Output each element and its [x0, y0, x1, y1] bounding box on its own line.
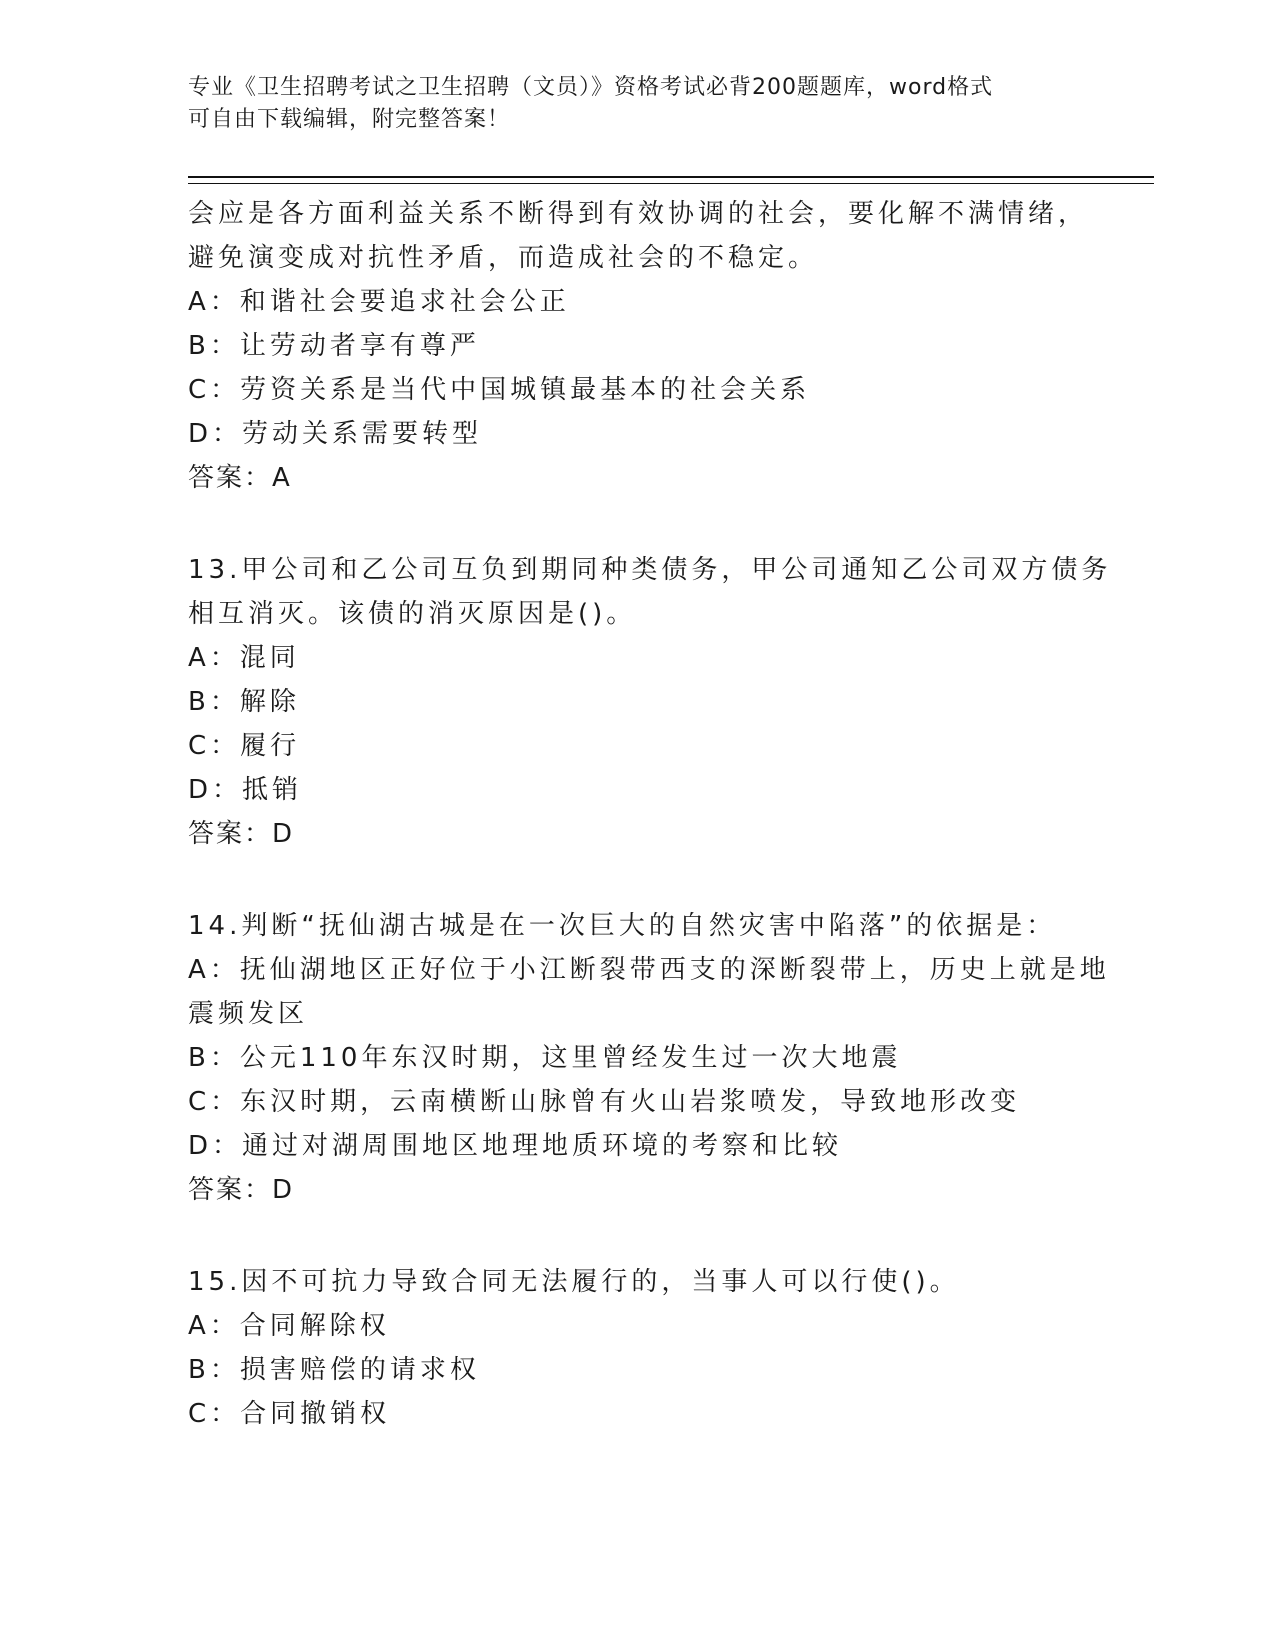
- option-b: B：损害赔偿的请求权: [188, 1355, 480, 1385]
- option-d: D：劳动关系需要转型: [188, 419, 483, 449]
- option-a: A：和谐社会要追求社会公正: [188, 287, 570, 317]
- question-12-tail: [188, 192, 1088, 500]
- answer: 答案：A: [188, 463, 292, 493]
- question-text: 13.甲公司和乙公司互负到期同种类债务，甲公司通知乙公司双方债务: [188, 555, 1112, 585]
- question-text: 会应是各方面利益关系不断得到有效协调的社会，要化解不满情绪，: [188, 199, 1089, 229]
- answer: 答案：D: [188, 819, 295, 849]
- question-14: [188, 904, 1110, 1212]
- question-text: 14.判断“抚仙湖古城是在一次巨大的自然灾害中陷落”的依据是：: [188, 911, 1057, 941]
- option-b: B：公元110年东汉时期，这里曾经发生过一次大地震: [188, 1043, 902, 1073]
- option-b: B：解除: [188, 687, 300, 717]
- option-a: A：抚仙湖地区正好位于小江断裂带西支的深断裂带上，历史上就是地: [188, 955, 1110, 985]
- option-d: D：通过对湖周围地区地理地质环境的考察和比较: [188, 1131, 843, 1161]
- option-a-continued: 震频发区: [188, 999, 309, 1029]
- answer: 答案：D: [188, 1175, 295, 1205]
- question-text: 避免演变成对抗性矛盾，而造成社会的不稳定。: [188, 243, 819, 273]
- option-c: C：履行: [188, 731, 301, 761]
- question-list: [188, 192, 1112, 1436]
- question-13: [188, 548, 1112, 856]
- option-a: A：合同解除权: [188, 1311, 390, 1341]
- header-line-1: 专业《卫生招聘考试之卫生招聘（文员）》资格考试必背200题题库，word格式: [188, 75, 994, 100]
- option-c: C：劳资关系是当代中国城镇最基本的社会关系: [188, 375, 811, 405]
- option-b: B：让劳动者享有尊严: [188, 331, 480, 361]
- option-c: C：东汉时期，云南横断山脉曾有火山岩浆喷发，导致地形改变: [188, 1087, 1021, 1117]
- header-line-2: 可自由下载编辑，附完整答案！: [188, 107, 511, 132]
- option-a: A：混同: [188, 643, 300, 673]
- option-c: C：合同撤销权: [188, 1399, 391, 1429]
- header-rule-thick: [188, 176, 1154, 178]
- question-text: 相互消灭。该债的消灭原因是()。: [188, 599, 637, 629]
- question-text: 15.因不可抗力导致合同无法履行的，当事人可以行使()。: [188, 1267, 960, 1297]
- question-15: [188, 1260, 1088, 1436]
- header-rule-thin: [188, 183, 1154, 184]
- option-d: D：抵销: [188, 775, 303, 805]
- document-header: [188, 72, 1068, 136]
